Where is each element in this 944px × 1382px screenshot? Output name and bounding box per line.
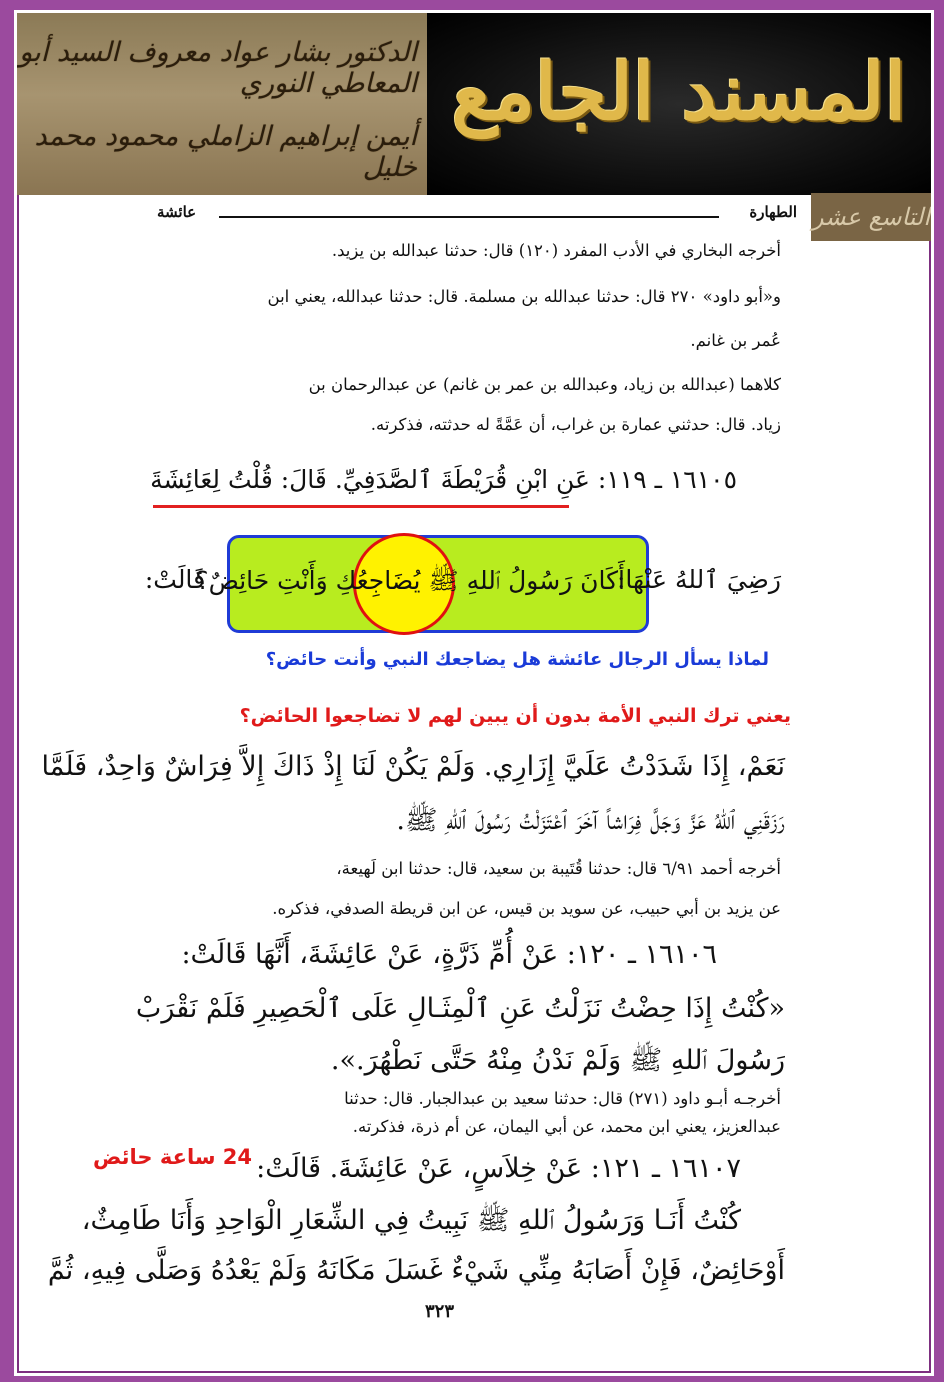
hadith-text: «كُنْتُ إِذَا حِضْتُ نَزَلْتُ عَنِ ٱلْمِثَـالِ عَلَى ٱلْحَصِيرِ فَلَمْ نَقْرَبْ [135,993,785,1024]
hadith-heading: ١٦١٠٧ ـ ١٢١: عَنْ خِلاَسٍ، عَنْ عَائِشَةَ. قَالَتْ: [256,1153,741,1184]
hadith-text: كُنْتُ أَنَـا وَرَسُولُ ٱللهِ ﷺ نَبِيتُ فِي الشِّعَارِ الْوَاحِدِ وَأَنَا طَامِثٌ، [81,1205,741,1236]
hadith-heading: ١٦١٠٦ ـ ١٢٠: عَنْ أُمِّ ذَرَّةٍ، عَنْ عَائِشَةَ، أَنَّهَا قَالَتْ: [181,939,717,970]
editors-line-1: الدكتور بشار عواد معروف السيد أبو المعاطي النوري [19,37,417,99]
volume-label: التاسع عشر [811,193,931,241]
page-number: ٣٢٣ [425,1301,455,1322]
text-line: عُمر بن غانم. [690,331,781,350]
annotation-note: 24 ساعة حائض [93,1145,253,1169]
chapter-label: الطهارة [749,203,797,221]
hadith-text: نَعَمْ، إِذَا شَدَدْتُ عَلَيَّ إِزَارِي. وَلَمْ يَكُنْ لَنَا إِذْ ذَاكَ إِلاَّ فِرَاشٌ وَاحِدٌ، فَلَمَّا [41,751,785,782]
source-line: أخرجـه أبـو داود (٢٧١) قال: حدثنا سعيد بن عبدالجبار. قال: حدثنا [344,1089,781,1108]
hadith-text: رَضِيَ ٱللهُ عَنْهَا: [616,565,781,594]
topic-label: عائشة [157,203,197,221]
source-line: أخرجه أحمد ٦/٩١ قال: حدثنا قُتَيبة بن سعيد، قال: حدثنا ابن لَهيعة، [336,859,781,878]
book-title: المسند الجامع [451,47,907,138]
text-line: أخرجه البخاري في الأدب المفرد (١٢٠) قال: حدثنا عبدالله بن يزيد. [331,241,781,260]
hadith-text: رَزَقَنِي ٱللهُ عَزَّ وَجَلَّ فِرَاشاً آخَرَ ٱعْتَزَلْتُ رَسُولَ ٱللهِ ﷺ. [396,805,785,836]
title-panel [427,13,931,195]
hadith-text: قَالَتْ: [144,565,205,594]
header-banner [17,13,931,201]
annotation-red: يعني ترك النبي الأمة بدون أن يبين لهم لا تضاجعوا الحائض؟ [239,705,791,727]
hadith-text: رَسُولَ ٱللهِ ﷺ وَلَمْ نَدْنُ مِنْهُ حَتَّى نَطْهُرَ.». [330,1045,785,1076]
editors-panel [17,13,429,195]
text-line: كلاهما (عبدالله بن زياد، وعبدالله بن عمر بن غانم) عن عبدالرحمان بن [308,375,781,394]
highlighted-question: أَكَانَ رَسُولُ ٱللهِ ﷺ يُضَاجِعُكِ وَأَنْتِ حَائِضٌ؟ [195,566,625,595]
text-line: زياد. قال: حدثني عمارة بن غراب، أن عَمَّةً له حدثته، فذكرته. [370,415,781,434]
editors-line-2: أيمن إبراهيم الزاملي محمود محمد خليل [34,121,417,183]
text-line: و«أبو داود» ٢٧٠ قال: حدثنا عبدالله بن مسلمة. قال: حدثنا عبدالله، يعني ابن [267,287,781,306]
source-line: عبدالعزيز، يعني ابن محمد، عن أبي اليمان، عن أم ذرة، فذكرته. [352,1117,781,1136]
red-underline [153,505,569,508]
header-rule [219,216,719,218]
running-header [157,203,797,231]
source-line: عن يزيد بن أبي حبيب، عن سويد بن قيس، عن ابن قريطة الصدفي، فذكره. [272,899,781,918]
hadith-heading: ١٦١٠٥ ـ ١١٩: عَنِ ابْنِ قُرَيْطَةَ ٱلصَّدَفِيِّ. قَالَ: قُلْتُ لِعَائِشَةَ [150,465,737,494]
hadith-text: أَوْحَائِضٌ، فَإِنْ أَصَابَهُ مِنِّي شَيْءٌ غَسَلَ مَكَانَهُ وَلَمْ يَعْدُهُ وَصَلَّى فِيهِ، ثُمَّ [47,1255,785,1286]
scanned-page [14,10,934,1376]
annotation-blue: لماذا يسأل الرجال عائشة هل يضاجعك النبي وأنت حائض؟ [265,649,769,670]
